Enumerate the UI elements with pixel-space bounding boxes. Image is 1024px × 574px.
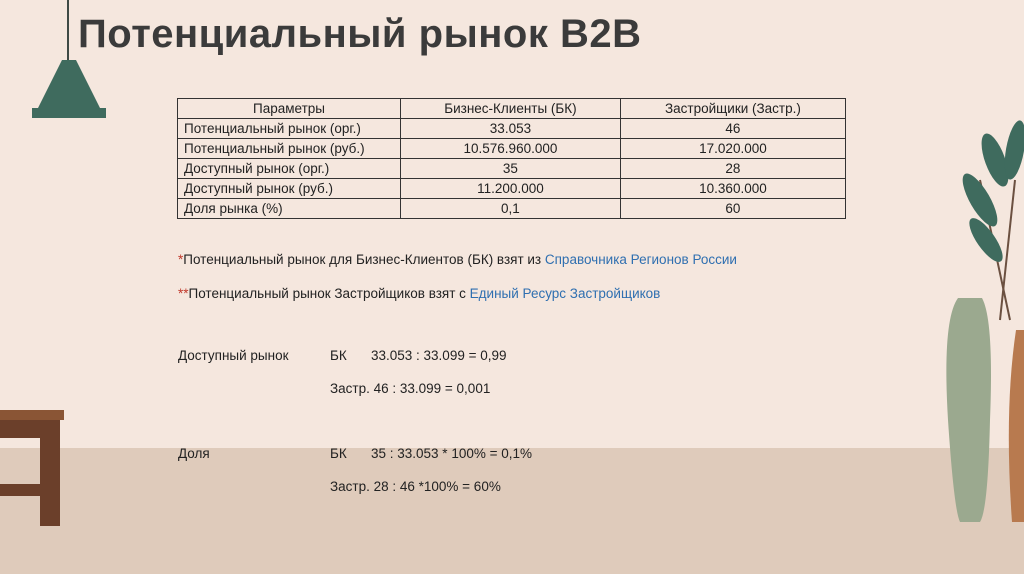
table-cell: 33.053 (401, 119, 621, 139)
calc-label-available: Доступный рынок (178, 348, 289, 363)
note-text: Потенциальный рынок Застройщиков взят с (188, 286, 470, 301)
table-cell: 28 (620, 159, 845, 179)
calc-formula-available-bk: 33.053 : 33.099 = 0,99 (371, 348, 507, 363)
table-header: Параметры (178, 99, 401, 119)
source-note-zastr (178, 286, 660, 301)
table-row (178, 139, 846, 159)
table-cell: 35 (401, 159, 621, 179)
table-row (178, 199, 846, 219)
table-cell: Потенциальный рынок (орг.) (178, 119, 401, 139)
source-note-bk (178, 252, 737, 267)
table-cell: 0,1 (401, 199, 621, 219)
note-text: Потенциальный рынок для Бизнес-Клиентов (БК) взят из (183, 252, 545, 267)
table-cell: 17.020.000 (620, 139, 845, 159)
table-row (178, 119, 846, 139)
table-cell: Доля рынка (%) (178, 199, 401, 219)
calc-formula-share-bk: 35 : 33.053 * 100% = 0,1% (371, 446, 532, 461)
calc-formula-share-zastr: Застр. 28 : 46 *100% = 60% (330, 479, 501, 494)
stool-illustration (0, 410, 64, 526)
table-cell: 10.360.000 (620, 179, 845, 199)
lamp-cord (67, 0, 69, 62)
table-cell: Доступный рынок (орг.) (178, 159, 401, 179)
table-cell: Потенциальный рынок (руб.) (178, 139, 401, 159)
calc-formula-available-zastr: Застр. 46 : 33.099 = 0,001 (330, 381, 491, 396)
slide-title: Потенциальный рынок B2B (78, 12, 642, 56)
calc-prefix-bk: БК (330, 446, 347, 461)
table-row (178, 159, 846, 179)
table-header: Застройщики (Застр.) (620, 99, 845, 119)
footnote-marker: ** (178, 286, 189, 301)
table-row (178, 179, 846, 199)
pendant-lamp-icon (30, 60, 108, 120)
table-cell: 11.200.000 (401, 179, 621, 199)
table-header-row (178, 99, 846, 119)
table-header: Бизнес-Клиенты (БК) (401, 99, 621, 119)
source-link-developers[interactable]: Единый Ресурс Застройщиков (469, 286, 661, 301)
market-parameters-table (177, 98, 846, 219)
table-cell: 60 (620, 199, 845, 219)
calc-label-share: Доля (178, 446, 210, 461)
table-cell: Доступный рынок (руб.) (178, 179, 401, 199)
plant-vase-illustration (920, 120, 1024, 574)
source-link-regions[interactable]: Справочника Регионов России (544, 252, 737, 267)
table-cell: 10.576.960.000 (401, 139, 621, 159)
calc-prefix-bk: БК (330, 348, 347, 363)
table-cell: 46 (620, 119, 845, 139)
footnote-marker: * (178, 252, 184, 267)
floor-background (0, 448, 1024, 574)
